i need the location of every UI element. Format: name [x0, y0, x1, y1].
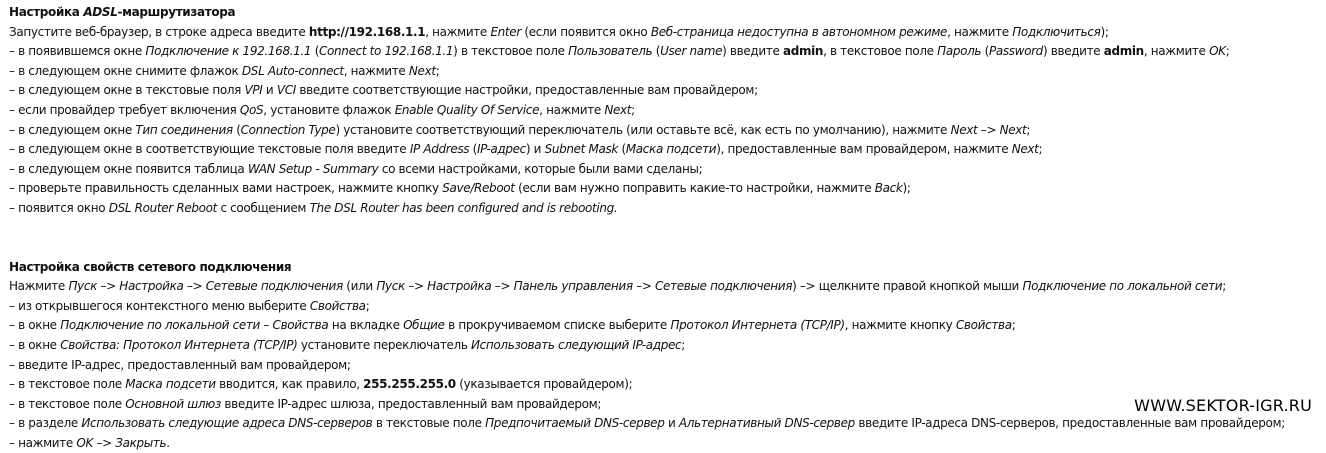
- bold-text: http://192.168.1.1: [308, 24, 426, 39]
- section-title: [9, 3, 1319, 23]
- text-run: , нажмите: [947, 24, 1013, 39]
- text-run: );: [902, 181, 911, 196]
- text-run: , нажмите: [425, 24, 491, 39]
- italic-text: DSL Router Reboot: [108, 200, 217, 215]
- italic-text: Использовать следующие адреса DNS-серверов: [81, 416, 373, 431]
- instruction-line: [9, 81, 1319, 101]
- text-run: (указывается провайдером);: [455, 377, 633, 392]
- text-run: .: [166, 435, 170, 450]
- italic-text: Свойства: [955, 318, 1012, 333]
- italic-text: Пуск –> Настройка –> Панель управления –> Сетевые подключения: [376, 279, 793, 294]
- text-run: введите IP-адреса DNS-серверов, предоставленные вам провайдером;: [854, 416, 1285, 431]
- italic-text: Подключиться: [1012, 24, 1101, 39]
- text-run: в текстовые поле: [372, 416, 486, 431]
- italic-text: Свойства: [309, 298, 366, 313]
- italic-text: Общие: [403, 318, 445, 333]
- text-run: – в следующем окне: [9, 122, 136, 137]
- text-run: (: [981, 44, 989, 59]
- text-run: (если появится окно: [520, 24, 651, 39]
- italic-text: Протокол Интернета (TCP/IP): [670, 318, 845, 333]
- text-run: – появится окно: [9, 200, 109, 215]
- instruction-line: [9, 179, 1319, 199]
- text-run: ;: [681, 337, 685, 352]
- italic-text: Основной шлюз: [125, 396, 221, 411]
- text-run: (если вам нужно поправить какие-то настройки, нажмите: [514, 181, 875, 196]
- text-run: ) установите соответствующий переключатель (или оставьте всё, как есть по умолчанию), нажмите: [335, 122, 951, 137]
- instruction-line: [9, 199, 1319, 219]
- italic-text: Предпочитаемый DNS-сервер: [485, 416, 665, 431]
- text-run: , в текстовое поле: [823, 44, 938, 59]
- text-run: на вкладке: [328, 318, 404, 333]
- text-run: – введите IP-адрес, предоставленный вам провайдером;: [9, 357, 351, 372]
- text-run: , нажмите кнопку: [844, 318, 956, 333]
- text-run: – в окне: [9, 337, 61, 352]
- text-run: – нажмите: [9, 435, 77, 450]
- italic-text: Next: [604, 102, 632, 117]
- text-run: – в разделе: [9, 416, 82, 431]
- text-run: – в появившемся окне: [9, 44, 146, 59]
- text-run: ) в текстовое поле: [453, 44, 569, 59]
- text-run: -маршрутизатора: [117, 5, 236, 19]
- text-run: – в следующем окне появится таблица: [9, 161, 248, 176]
- italic-text: Свойства: Протокол Интернета (TCP/IP): [60, 337, 298, 352]
- text-run: (: [469, 142, 477, 157]
- text-run: ;: [1038, 142, 1043, 157]
- italic-text: IP Address: [409, 142, 470, 157]
- italic-text: Маска подсети: [125, 377, 216, 392]
- text-run: Настройка свойств сетевого подключения: [9, 259, 292, 274]
- text-run: – в следующем окне снимите флажок: [9, 63, 242, 78]
- italic-text: ADSL: [83, 5, 118, 19]
- text-run: – в следующем окне в текстовые поля: [9, 83, 245, 98]
- italic-text: Enter: [490, 24, 521, 39]
- instruction-line: [9, 297, 1319, 317]
- text-run: Запустите веб-браузер, в строке адреса введите: [9, 24, 309, 39]
- italic-text: Subnet Mask: [544, 142, 618, 157]
- instruction-line: [9, 375, 1319, 395]
- italic-text: Пользователь: [568, 44, 653, 59]
- text-run: введите соответствующие настройки, предоставленные вам провайдером;: [295, 83, 758, 98]
- text-run: – в текстовое поле: [9, 377, 126, 392]
- italic-text: Маска подсети: [625, 142, 717, 157]
- text-run: – из открывшегося контекстного меню выберите: [9, 298, 310, 313]
- section-spacer: [9, 219, 1319, 258]
- text-run: , нажмите: [539, 102, 605, 117]
- italic-text: Тип соединения: [135, 122, 233, 137]
- text-run: (: [618, 142, 626, 157]
- text-run: ;: [365, 298, 370, 313]
- instruction-line: [9, 414, 1319, 434]
- text-run: – проверьте правильность сделанных вами настроек, нажмите кнопку: [9, 181, 443, 196]
- italic-text: Save/Reboot: [442, 181, 515, 196]
- italic-text: Next: [408, 63, 436, 78]
- text-run: и: [664, 416, 679, 431]
- instruction-line: [9, 62, 1319, 82]
- italic-text: QoS: [239, 102, 264, 117]
- italic-text: Next –> Next: [950, 122, 1027, 137]
- italic-text: Enable Quality Of Service: [394, 102, 540, 117]
- italic-text: VPI: [244, 83, 263, 98]
- instruction-line: [9, 277, 1319, 297]
- italic-text: WAN Setup - Summary: [247, 161, 379, 176]
- text-run: установите переключатель: [297, 337, 472, 352]
- text-run: – если провайдер требует включения: [9, 102, 240, 117]
- italic-text: Connection Type: [240, 122, 336, 137]
- bold-text: admin: [782, 44, 824, 59]
- italic-text: Подключение по локальной сети – Свойства: [60, 318, 329, 333]
- text-run: и: [262, 83, 277, 98]
- text-run: ) –> щелкните правой кнопкой мыши: [792, 279, 1023, 294]
- text-run: ) введите: [1042, 44, 1104, 59]
- text-run: (: [652, 44, 661, 59]
- instruction-line: [9, 121, 1319, 141]
- italic-text: Пуск –> Настройка –> Сетевые подключения: [68, 279, 343, 294]
- text-run: ), предоставленные вам провайдером, нажмите: [716, 142, 1012, 157]
- section-title: [9, 258, 1319, 278]
- instruction-line: [9, 42, 1319, 62]
- instruction-line: [9, 434, 1319, 453]
- text-run: вводится, как правило,: [215, 377, 364, 392]
- text-run: ;: [1026, 122, 1031, 137]
- italic-text: Веб-страница недоступна в автономном режиме: [650, 24, 948, 39]
- italic-text: Back: [874, 181, 903, 196]
- text-run: , установите флажок: [263, 102, 395, 117]
- italic-text: Password: [988, 44, 1043, 59]
- text-run: со всеми настройками, которые были вами сделаны;: [378, 161, 703, 176]
- text-run: (: [311, 44, 320, 59]
- section-network-connection-setup: [9, 258, 1319, 453]
- text-run: );: [1100, 24, 1109, 39]
- italic-text: Next: [1011, 142, 1039, 157]
- instructions-document: [9, 3, 1319, 453]
- instruction-line: [9, 23, 1319, 43]
- text-run: (: [232, 122, 241, 137]
- text-run: ;: [1222, 279, 1226, 294]
- instruction-line: [9, 101, 1319, 121]
- text-run: – в текстовое поле: [9, 396, 126, 411]
- bold-text: admin: [1103, 44, 1144, 59]
- text-run: – в окне: [9, 318, 61, 333]
- text-run: (или: [342, 279, 377, 294]
- text-run: в прокручиваемом списке выберите: [444, 318, 671, 333]
- text-run: с сообщением: [216, 200, 310, 215]
- text-run: , нажмите: [343, 63, 409, 78]
- italic-text: VCI: [276, 83, 296, 98]
- italic-text: Подключение по локальной сети: [1022, 279, 1223, 294]
- italic-text: IP-адрес: [476, 142, 526, 157]
- site-watermark: WWW.SEKTOR-IGR.RU: [1134, 396, 1312, 415]
- italic-text: User name: [660, 44, 723, 59]
- instruction-line: [9, 316, 1319, 336]
- text-run: , нажмите: [1143, 44, 1210, 59]
- text-run: Нажмите: [9, 279, 69, 294]
- italic-text: Connect to 192.168.1.1: [319, 44, 454, 59]
- text-run: – в следующем окне в соответствующие текстовые поля введите: [9, 142, 410, 157]
- text-run: Настройка: [9, 5, 84, 19]
- text-run: введите IP-адрес шлюза, предоставленный вам провайдером;: [220, 396, 602, 411]
- italic-text: Пароль: [937, 44, 982, 59]
- section-adsl-router-setup: [9, 3, 1319, 219]
- italic-text: OK –> Закрыть: [76, 435, 167, 450]
- instruction-line: [9, 140, 1319, 160]
- italic-text: Подключение к 192.168.1.1: [145, 44, 312, 59]
- text-run: ;: [1011, 318, 1016, 333]
- text-run: ;: [435, 63, 440, 78]
- text-run: ;: [1225, 44, 1230, 59]
- italic-text: The DSL Router has been configured and is rebooting.: [309, 200, 618, 215]
- instruction-line: [9, 160, 1319, 180]
- instruction-line: [9, 356, 1319, 376]
- italic-text: DSL Auto-connect: [241, 63, 344, 78]
- text-run: ) и: [525, 142, 545, 157]
- instruction-line: [9, 395, 1319, 415]
- instruction-line: [9, 336, 1319, 356]
- text-run: ) введите: [722, 44, 783, 59]
- text-run: ;: [631, 102, 635, 117]
- italic-text: OK: [1209, 44, 1226, 59]
- italic-text: Использовать следующий IP-адрес: [471, 337, 682, 352]
- bold-text: 255.255.255.0: [363, 377, 456, 392]
- italic-text: Альтернативный DNS-сервер: [678, 416, 855, 431]
